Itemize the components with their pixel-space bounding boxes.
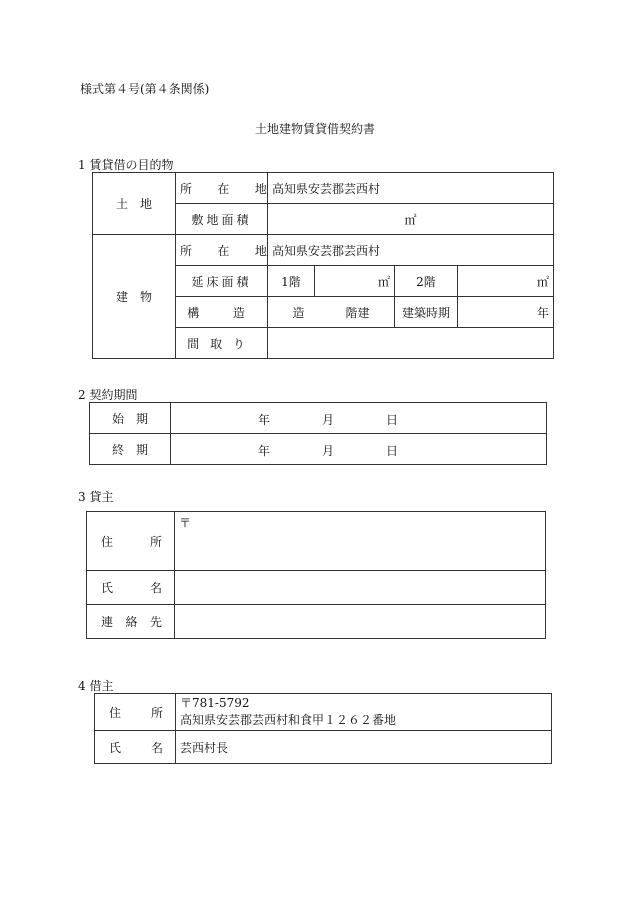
lessor-contact-value xyxy=(175,605,546,639)
form-number: 様式第４号(第４条関係) xyxy=(80,82,210,96)
land-location-label: 所 在 地 xyxy=(176,173,268,204)
end-date xyxy=(171,434,547,465)
floor1-label: 1階 xyxy=(268,266,315,297)
lessee-table xyxy=(94,693,552,764)
room-layout-value xyxy=(268,328,554,359)
structure-value xyxy=(268,297,395,328)
site-area-value xyxy=(268,204,554,235)
end-label: 終 期 xyxy=(90,434,171,465)
lessee-name-label: 氏 名 xyxy=(95,731,176,764)
land-label: 土 地 xyxy=(93,173,176,235)
floor-area-label: 延床面積 xyxy=(176,266,268,297)
structure-unit-b: 階建 xyxy=(345,305,370,320)
lessor-address-label: 住 所 xyxy=(87,512,175,571)
end-month-unit: 月 xyxy=(322,444,335,458)
contract-period-table xyxy=(89,402,547,465)
built-year-value xyxy=(458,297,554,328)
building-label: 建 物 xyxy=(93,235,176,359)
built-year-label: 建築時期 xyxy=(395,297,458,328)
start-day-unit: 日 xyxy=(386,413,399,427)
lessor-address-value xyxy=(175,512,546,571)
start-month-unit: 月 xyxy=(322,413,335,427)
structure-unit-a: 造 xyxy=(292,305,305,320)
section1-heading: 1 賃貸借の目的物 xyxy=(78,158,174,172)
site-area-unit: ㎡ xyxy=(404,212,417,227)
land-location-value: 高知県安芸郡芸西村 xyxy=(268,173,554,204)
lessor-name-value xyxy=(175,571,546,605)
lessor-name-label: 氏 名 xyxy=(87,571,175,605)
lessee-address: 高知県安芸郡芸西村和食甲１２６２番地 xyxy=(180,713,397,727)
section4-heading: 4 借主 xyxy=(78,679,114,693)
section2-heading: 2 契約期間 xyxy=(78,388,138,402)
floor2-label: 2階 xyxy=(395,266,458,297)
lessor-table xyxy=(86,511,546,639)
site-area-label: 敷地面積 xyxy=(176,204,268,235)
structure-label: 構 造 xyxy=(176,297,268,328)
room-layout-label: 間取り xyxy=(176,328,268,359)
building-location-value: 高知県安芸郡芸西村 xyxy=(268,235,554,266)
lessor-contact-label: 連 絡 先 xyxy=(87,605,175,639)
end-day-unit: 日 xyxy=(386,444,399,458)
building-location-label: 所 在 地 xyxy=(176,235,268,266)
property-table xyxy=(92,172,554,359)
lessee-postal-code: 〒781-5792 xyxy=(180,696,250,710)
floor1-unit: ㎡ xyxy=(377,274,390,289)
lessor-postal-mark: 〒 xyxy=(179,516,192,530)
floor2-area xyxy=(458,266,554,297)
section3-heading: 3 貸主 xyxy=(78,490,114,504)
end-year-unit: 年 xyxy=(258,444,271,458)
start-date xyxy=(171,403,547,434)
lessee-address-value xyxy=(176,694,552,731)
lessee-address-label: 住 所 xyxy=(95,694,176,731)
document-title: 土地建物賃貸借契約書 xyxy=(254,122,375,136)
floor1-area xyxy=(315,266,395,297)
start-label: 始 期 xyxy=(90,403,171,434)
start-year-unit: 年 xyxy=(258,413,271,427)
built-year-unit: 年 xyxy=(537,305,550,320)
floor2-unit: ㎡ xyxy=(537,274,550,289)
lessee-name-value: 芸西村長 xyxy=(176,731,552,764)
